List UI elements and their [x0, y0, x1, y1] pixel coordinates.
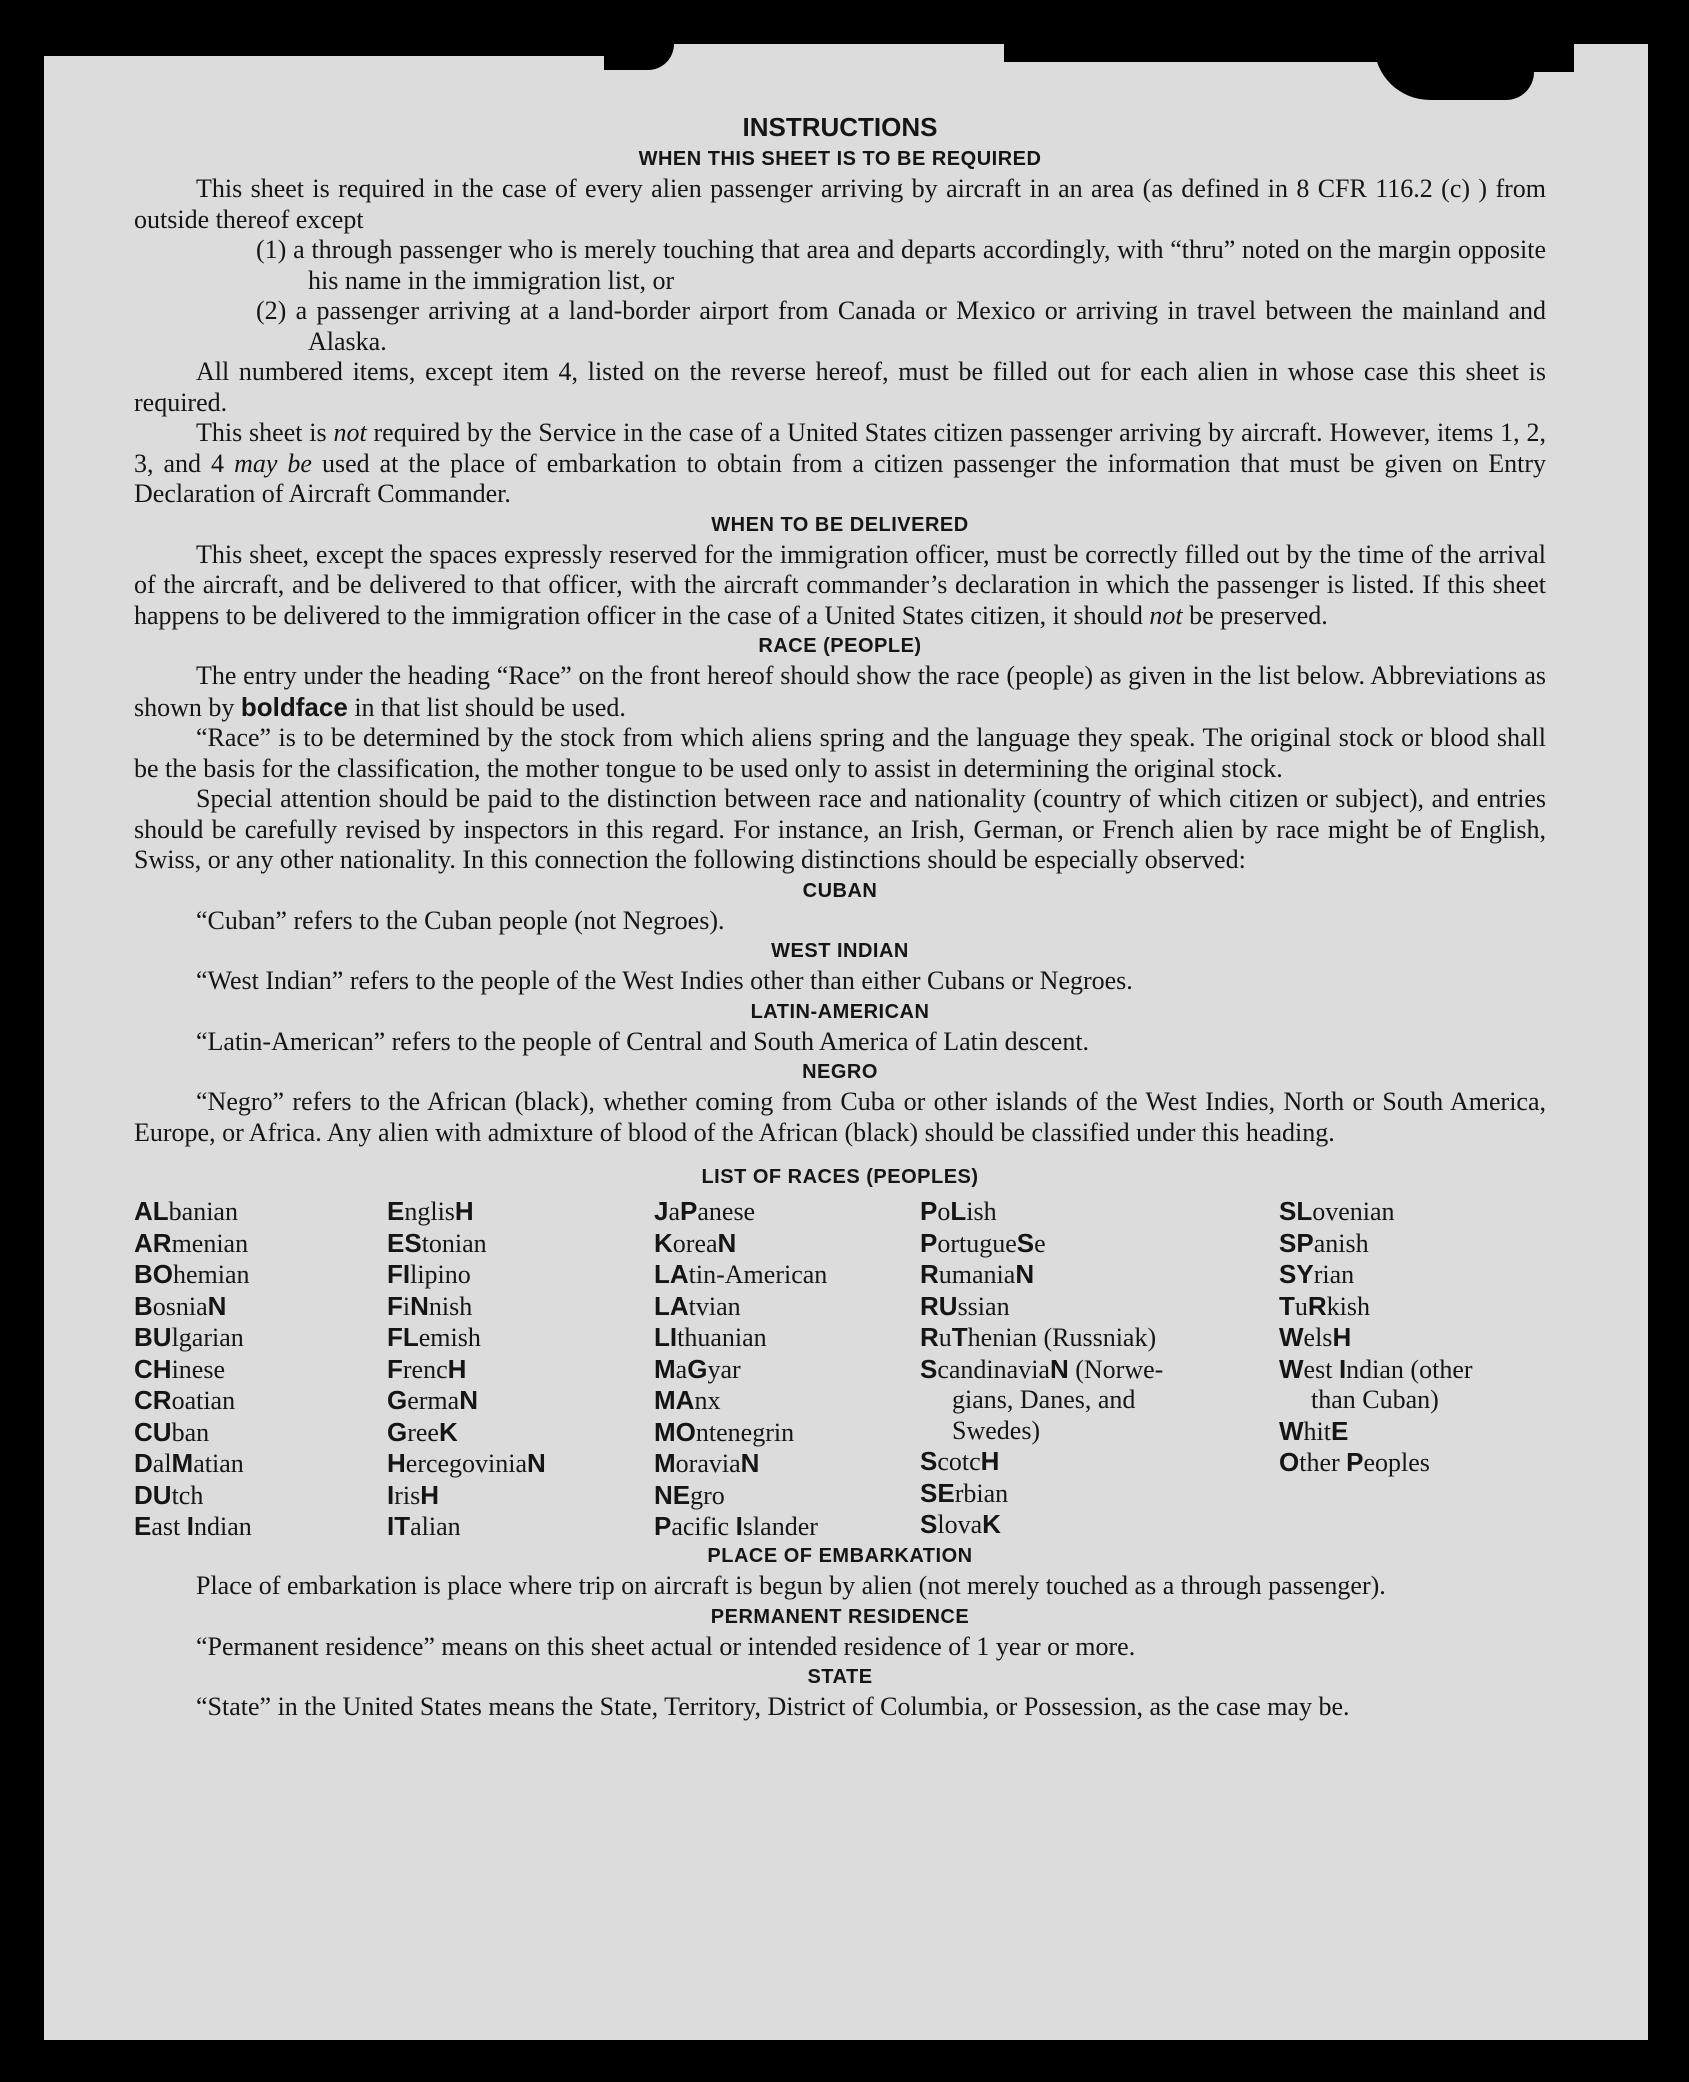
race-entry: gians, Danes, and: [952, 1385, 1136, 1414]
paragraph: Special attention should be paid to the distinction between race and nationality (country of which citizen or subject), and entries should be carefully revised by inspectors in this regard. For instance, an Irish, German, or French alien by race might be of English, Swiss, or any other nationality. In this connection the following distinctions should be especially observed:: [134, 784, 1546, 874]
race-entry: MOntenegrin: [654, 1416, 795, 1447]
race-entry: DalMatian: [134, 1448, 244, 1478]
heading-when-delivered: WHEN TO BE DELIVERED: [711, 513, 969, 536]
race-entry: than Cuban): [1311, 1385, 1439, 1414]
race-entry: LIthuanian: [654, 1322, 767, 1352]
race-entry: IrisH: [387, 1479, 440, 1510]
heading-list-of-races: LIST OF RACES (PEOPLES): [701, 1166, 979, 1188]
race-entry: FrencH: [387, 1353, 467, 1384]
list-item: (2) a passenger arriving at a land-border airport from Canada or Mexico or arriving in travel between the mainland and Alaska.: [256, 296, 1546, 356]
race-entry: LAtvian: [654, 1290, 741, 1321]
race-entry: SlovaK: [920, 1509, 1001, 1539]
paragraph: “Permanent residence” means on this sheet actual or intended residence of 1 year or more.: [196, 1631, 1136, 1661]
race-entry: ScandinaviaN (Norwe-: [920, 1353, 1164, 1384]
paragraph: This sheet is required in the case of every alien passenger arriving by aircraft in an area (as defined in 8 CFR 116.2 (c) ) from outside thereof except: [134, 174, 1546, 234]
paragraph: “State” in the United States means the State, Territory, District of Columbia, or Possession, as the case may be.: [196, 1692, 1350, 1721]
race-entry: Pacific Islander: [654, 1511, 818, 1541]
race-entry: BUlgarian: [134, 1322, 244, 1352]
race-entry: SErbian: [920, 1477, 1009, 1508]
race-entry: BosniaN: [134, 1290, 227, 1321]
race-entry: East Indian: [134, 1511, 252, 1541]
race-entry: GermaN: [387, 1385, 478, 1415]
race-entry: MAnx: [654, 1385, 721, 1415]
race-entry: FLemish: [387, 1322, 481, 1352]
heading-embarkation: PLACE OF EMBARKATION: [707, 1545, 973, 1567]
torn-edge: [604, 44, 674, 70]
races-column: [920, 1196, 1163, 1541]
race-entry: ScotcH: [920, 1446, 1000, 1476]
race-entry: TuRkish: [1279, 1290, 1371, 1321]
race-entry: SLovenian: [1279, 1196, 1395, 1226]
races-column: [134, 1196, 252, 1543]
heading-state: STATE: [807, 1666, 873, 1688]
torn-edge: [1534, 44, 1574, 72]
race-entry: HercegoviniaN: [387, 1448, 546, 1478]
paragraph: “Latin-American” refers to the people of Central and South America of Latin descent.: [196, 1026, 1090, 1056]
paragraph: “Cuban” refers to the Cuban people (not Negroes).: [196, 905, 725, 935]
torn-edge: [1374, 44, 1534, 100]
race-entry: PortugueSe: [920, 1227, 1046, 1258]
race-entry: Other Peoples: [1279, 1447, 1430, 1477]
race-entry: FiNnish: [387, 1290, 473, 1321]
race-entry: WhitE: [1279, 1415, 1349, 1446]
document-sheet: [44, 44, 1648, 2040]
race-entry: West Indian (other: [1279, 1353, 1473, 1384]
race-entry: Swedes): [952, 1415, 1041, 1445]
race-entry: RumaniaN: [920, 1259, 1035, 1289]
paragraph: “Negro” refers to the African (black), whether coming from Cuba or other islands of the West Indies, North or South America, Europe, or Africa. Any alien with admixture of blood of the African (black) should be classified under this heading.: [134, 1087, 1546, 1147]
race-entry: WelsH: [1279, 1322, 1352, 1352]
paragraph: Place of embarkation is place where trip on aircraft is begun by alien (not merely touched as a through passenger).: [196, 1571, 1386, 1600]
race-entry: ALbanian: [134, 1196, 238, 1226]
race-entry: DUtch: [134, 1479, 204, 1510]
paragraph: “West Indian” refers to the people of the West Indies other than either Cubans or Negroes.: [196, 966, 1133, 995]
races-column: [1279, 1196, 1473, 1479]
race-entry: SPanish: [1279, 1227, 1369, 1258]
race-entry: CRoatian: [134, 1385, 236, 1415]
heading-when-required: WHEN THIS SHEET IS TO BE REQUIRED: [638, 148, 1042, 170]
race-entry: NEgro: [654, 1479, 725, 1510]
race-entry: GreeK: [387, 1416, 458, 1447]
race-entry: LAtin-American: [654, 1259, 828, 1289]
race-entry: EStonian: [387, 1227, 487, 1258]
race-entry: RUssian: [920, 1290, 1010, 1321]
torn-edge: [44, 44, 604, 56]
heading-west-indian: WEST INDIAN: [771, 940, 909, 962]
race-entry: MoraviaN: [654, 1448, 760, 1478]
race-entry: BOhemian: [134, 1259, 250, 1289]
race-entry: CHinese: [134, 1353, 225, 1384]
race-entry: MaGyar: [654, 1353, 741, 1384]
paragraph: All numbered items, except item 4, listed on the reverse hereof, must be filled out for each alien in whose case this sheet is required.: [134, 357, 1546, 417]
race-entry: ITalian: [387, 1511, 461, 1541]
paragraph: This sheet is not required by the Service in the case of a United States citizen passenger arriving by aircraft. However, items 1, 2, 3, and 4 may be used at the place of embarkation to obtain from a citizen passenger the information that must be given on Entry Declaration of Aircraft Commander.: [134, 418, 1547, 508]
race-entry: RuThenian (Russniak): [920, 1322, 1157, 1352]
list-item: (1) a through passenger who is merely touching that area and departs accordingly, with “thru” noted on the margin opposite his name in the immigration list, or: [256, 235, 1546, 295]
heading-latin-american: LATIN-AMERICAN: [750, 1000, 930, 1023]
races-column: [654, 1196, 827, 1543]
race-entry: PoLish: [920, 1196, 997, 1226]
paragraph: This sheet, except the spaces expressly reserved for the immigration officer, must be correctly filled out by the time of the arrival of the aircraft, and be delivered to that officer, with the aircraft commander’s declaration in which the passenger is listed. If this sheet happens to be delivered to the immigration officer in the case of a United States citizen, it should not be preserved.: [134, 539, 1546, 630]
race-entry: ARmenian: [134, 1227, 249, 1258]
race-entry: EnglisH: [387, 1196, 474, 1226]
race-entry: FIlipino: [387, 1259, 471, 1289]
races-list: [134, 1196, 1546, 1541]
page-title: INSTRUCTIONS: [742, 112, 938, 142]
race-entry: CUban: [134, 1416, 210, 1447]
paragraph: The entry under the heading “Race” on the front hereof should show the race (people) as given in the list below. Abbreviations as shown by boldface in that list should be used.: [134, 661, 1546, 722]
races-column: [387, 1196, 546, 1543]
heading-permanent-residence: PERMANENT RESIDENCE: [710, 1605, 970, 1628]
race-entry: KoreaN: [654, 1227, 737, 1258]
paragraph: “Race” is to be determined by the stock from which aliens spring and the language they speak. The original stock or blood shall be the basis for the classification, the mother tongue to be used only to assist in determining the original stock.: [134, 723, 1546, 783]
heading-race: RACE (PEOPLE): [758, 635, 922, 657]
heading-negro: NEGRO: [802, 1061, 878, 1083]
race-entry: JaPanese: [654, 1196, 756, 1226]
race-entry: SYrian: [1279, 1259, 1355, 1289]
heading-cuban: CUBAN: [802, 879, 878, 902]
